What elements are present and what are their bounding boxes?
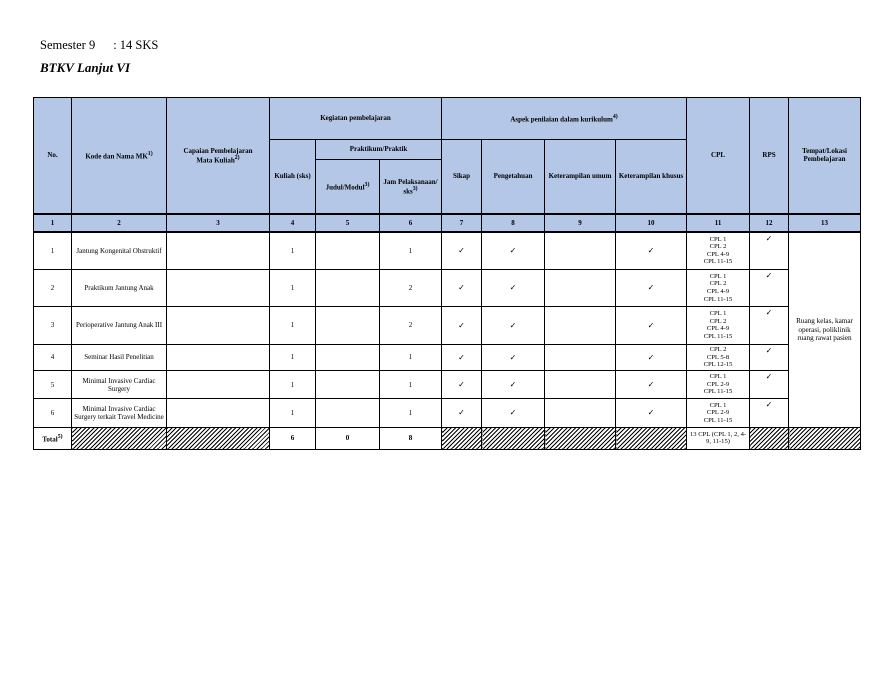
total-judul: 0 xyxy=(316,427,380,449)
kuliah-sks: 1 xyxy=(270,370,316,398)
semester-sks: : 14 SKS xyxy=(113,38,159,52)
header-pengetahuan: Pengetahuan xyxy=(482,140,545,214)
cpl-line: CPL 2 xyxy=(709,345,727,353)
check-icon: ✓ xyxy=(458,283,465,293)
check-icon: ✓ xyxy=(509,246,517,256)
row-no: 5 xyxy=(34,370,72,398)
check-icon: ✓ xyxy=(458,380,465,390)
ket-umum-cell xyxy=(545,344,616,370)
cpl-cell xyxy=(687,399,750,427)
sikap-cell xyxy=(442,344,482,370)
cpl-line: CPL 2 xyxy=(709,317,727,325)
column-number: 11 xyxy=(687,214,750,232)
course-name: Praktikum Jantung Anak xyxy=(72,269,167,306)
header-cpmk: Capaian Pembelajaran Mata Kuliah$^{2)}$ xyxy=(167,98,270,214)
header-praktikum: Praktikum/Praktik xyxy=(316,140,442,160)
check-icon: ✓ xyxy=(509,380,517,390)
cpl-cell xyxy=(687,307,750,344)
judul-modul-cell xyxy=(316,232,380,269)
cpl-line: CPL 1 xyxy=(709,235,727,243)
jam-pelaksanaan: 2 xyxy=(380,307,442,344)
cpl-line: CPL 11-15 xyxy=(703,416,733,424)
row-no: 6 xyxy=(34,399,72,427)
cpl-line: CPL 11-15 xyxy=(703,295,733,303)
header-judul: Judul/Modul$^{3)}$ xyxy=(316,160,380,214)
row-no: 4 xyxy=(34,344,72,370)
rps-cell xyxy=(750,344,789,370)
cpl-cell xyxy=(687,344,750,370)
pengetahuan-cell xyxy=(482,307,545,344)
cpl-line: CPL 1 xyxy=(709,272,727,280)
cpl-line: CPL 2-9 xyxy=(706,409,730,417)
course-name: Seminar Hasil Penelitian xyxy=(72,344,167,370)
check-icon: ✓ xyxy=(458,320,465,330)
cpmk-cell xyxy=(167,269,270,306)
judul-modul-cell xyxy=(316,269,380,306)
cpl-line: CPL 2 xyxy=(709,280,727,288)
cpl-line: CPL 4-9 xyxy=(706,325,730,333)
tempat-cell: Ruang kelas, kamar operasi, poliklinik ruang rawat pasien xyxy=(789,232,861,427)
header-kode-nama: Kode dan Nama MK$^{1)}$ xyxy=(72,98,167,214)
pengetahuan-cell xyxy=(482,232,545,269)
kuliah-sks: 1 xyxy=(270,269,316,306)
table-row xyxy=(34,307,861,344)
table-row xyxy=(34,399,861,427)
curriculum-table xyxy=(33,97,861,450)
course-name: Minimal Invasive Cardiac Surgery terkait Travel Medicine xyxy=(72,399,167,427)
header-aspek: Aspek penilaian dalam kurikulum$^{4)}$ xyxy=(442,98,687,140)
check-icon: ✓ xyxy=(765,400,773,410)
header-kuliah: Kuliah (sks) xyxy=(270,140,316,214)
ket-umum-cell xyxy=(545,307,616,344)
check-icon: ✓ xyxy=(647,408,655,418)
ket-umum-cell xyxy=(545,269,616,306)
check-icon: ✓ xyxy=(765,308,773,318)
check-icon: ✓ xyxy=(647,380,655,390)
cpmk-cell xyxy=(167,307,270,344)
check-icon: ✓ xyxy=(647,283,655,293)
judul-modul-cell xyxy=(316,370,380,398)
cpl-cell xyxy=(687,232,750,269)
sikap-cell xyxy=(442,399,482,427)
rps-cell xyxy=(750,307,789,344)
pengetahuan-cell xyxy=(482,399,545,427)
cpmk-cell xyxy=(167,370,270,398)
hatched-cell xyxy=(72,427,167,449)
column-number: 4 xyxy=(270,214,316,232)
column-number: 3 xyxy=(167,214,270,232)
row-no: 3 xyxy=(34,307,72,344)
table-row xyxy=(34,344,861,370)
check-icon: ✓ xyxy=(509,352,517,362)
total-row xyxy=(34,427,861,449)
cpl-line: CPL 2 xyxy=(709,243,727,251)
check-icon: ✓ xyxy=(509,408,517,418)
ket-khusus-cell xyxy=(616,269,687,306)
cpl-line: CPL 2-9 xyxy=(706,380,730,388)
check-icon: ✓ xyxy=(765,371,773,381)
row-no: 2 xyxy=(34,269,72,306)
jam-pelaksanaan: 1 xyxy=(380,370,442,398)
header-cpl: CPL xyxy=(687,98,750,214)
row-no: 1 xyxy=(34,232,72,269)
check-icon: ✓ xyxy=(765,233,773,243)
total-label: Total$^{5)}$ xyxy=(34,427,72,449)
pengetahuan-cell xyxy=(482,269,545,306)
ket-khusus-cell xyxy=(616,370,687,398)
kuliah-sks: 1 xyxy=(270,307,316,344)
header-sikap: Sikap xyxy=(442,140,482,214)
hatched-cell xyxy=(442,427,482,449)
table-row xyxy=(34,370,861,398)
cpl-line: CPL 1 xyxy=(709,401,727,409)
check-icon: ✓ xyxy=(458,408,465,418)
judul-modul-cell xyxy=(316,344,380,370)
check-icon: ✓ xyxy=(458,352,465,362)
jam-pelaksanaan: 2 xyxy=(380,269,442,306)
cpl-line: CPL 1 xyxy=(709,373,727,381)
cpl-line: CPL 11-15 xyxy=(703,388,733,396)
check-icon: ✓ xyxy=(647,320,655,330)
header-no: No. xyxy=(34,98,72,214)
column-number: 12 xyxy=(750,214,789,232)
cpmk-cell xyxy=(167,399,270,427)
column-number: 13 xyxy=(789,214,861,232)
jam-pelaksanaan: 1 xyxy=(380,344,442,370)
total-kuliah: 6 xyxy=(270,427,316,449)
jam-pelaksanaan: 1 xyxy=(380,232,442,269)
header-kegiatan: Kegiatan pembelajaran xyxy=(270,98,442,140)
cpl-line: CPL 5-8 xyxy=(706,353,730,361)
total-cpl: 13 CPL (CPL 1, 2, 4-9, 11-15) xyxy=(687,427,750,449)
table-row xyxy=(34,269,861,306)
header-rps: RPS xyxy=(750,98,789,214)
cpl-line: CPL 11-15 xyxy=(703,258,733,266)
cpl-line: CPL 4-9 xyxy=(706,287,730,295)
sikap-cell xyxy=(442,269,482,306)
column-number: 6 xyxy=(380,214,442,232)
jam-pelaksanaan: 1 xyxy=(380,399,442,427)
semester-label: Semester 9 xyxy=(40,38,96,52)
ket-umum-cell xyxy=(545,370,616,398)
column-number-row xyxy=(34,214,861,232)
sikap-cell xyxy=(442,370,482,398)
judul-modul-cell xyxy=(316,399,380,427)
hatched-cell xyxy=(616,427,687,449)
hatched-cell xyxy=(545,427,616,449)
total-jam: 8 xyxy=(380,427,442,449)
ket-khusus-cell xyxy=(616,344,687,370)
sikap-cell xyxy=(442,232,482,269)
cpl-line: CPL 4-9 xyxy=(706,250,730,258)
check-icon: ✓ xyxy=(509,283,517,293)
column-number: 7 xyxy=(442,214,482,232)
header-tempat: Tempat/Lokasi Pembelajaran xyxy=(789,98,861,214)
header-ket-khusus: Keterampilan khusus xyxy=(616,140,687,214)
check-icon: ✓ xyxy=(765,345,773,355)
rps-cell xyxy=(750,399,789,427)
header-ket-umum: Keterampilan umum xyxy=(545,140,616,214)
course-name: Jantung Kongenital Obstruktif xyxy=(72,232,167,269)
check-icon: ✓ xyxy=(509,320,517,330)
judul-modul-cell xyxy=(316,307,380,344)
column-number: 2 xyxy=(72,214,167,232)
cpl-line: CPL 12-15 xyxy=(703,361,733,369)
cpmk-cell xyxy=(167,344,270,370)
cpl-cell xyxy=(687,370,750,398)
column-number: 1 xyxy=(34,214,72,232)
ket-khusus-cell xyxy=(616,399,687,427)
rps-cell xyxy=(750,232,789,269)
cpl-cell xyxy=(687,269,750,306)
cpl-line: CPL 11-15 xyxy=(703,332,733,340)
column-number: 5 xyxy=(316,214,380,232)
course-name: Minimal Invasive Cardiac Surgery xyxy=(72,370,167,398)
column-number: 9 xyxy=(545,214,616,232)
kuliah-sks: 1 xyxy=(270,344,316,370)
ket-khusus-cell xyxy=(616,232,687,269)
cpmk-cell xyxy=(167,232,270,269)
rps-cell xyxy=(750,370,789,398)
sikap-cell xyxy=(442,307,482,344)
ket-khusus-cell xyxy=(616,307,687,344)
table-row xyxy=(34,232,861,269)
pengetahuan-cell xyxy=(482,344,545,370)
hatched-cell xyxy=(167,427,270,449)
pengetahuan-cell xyxy=(482,370,545,398)
course-name: Perioperative Jantung Anak III xyxy=(72,307,167,344)
semester-info xyxy=(40,38,158,53)
check-icon: ✓ xyxy=(765,270,773,280)
hatched-cell xyxy=(750,427,789,449)
column-number: 8 xyxy=(482,214,545,232)
program-title: BTKV Lanjut VI xyxy=(40,60,131,75)
column-number: 10 xyxy=(616,214,687,232)
kuliah-sks: 1 xyxy=(270,399,316,427)
header-jam: Jam Pelaksanaan/ sks$^{3)}$ xyxy=(380,160,442,214)
rps-cell xyxy=(750,269,789,306)
hatched-cell xyxy=(482,427,545,449)
cpl-line: CPL 1 xyxy=(709,310,727,318)
check-icon: ✓ xyxy=(647,352,655,362)
kuliah-sks: 1 xyxy=(270,232,316,269)
check-icon: ✓ xyxy=(647,246,655,256)
ket-umum-cell xyxy=(545,399,616,427)
ket-umum-cell xyxy=(545,232,616,269)
check-icon: ✓ xyxy=(458,246,465,256)
hatched-cell xyxy=(789,427,861,449)
